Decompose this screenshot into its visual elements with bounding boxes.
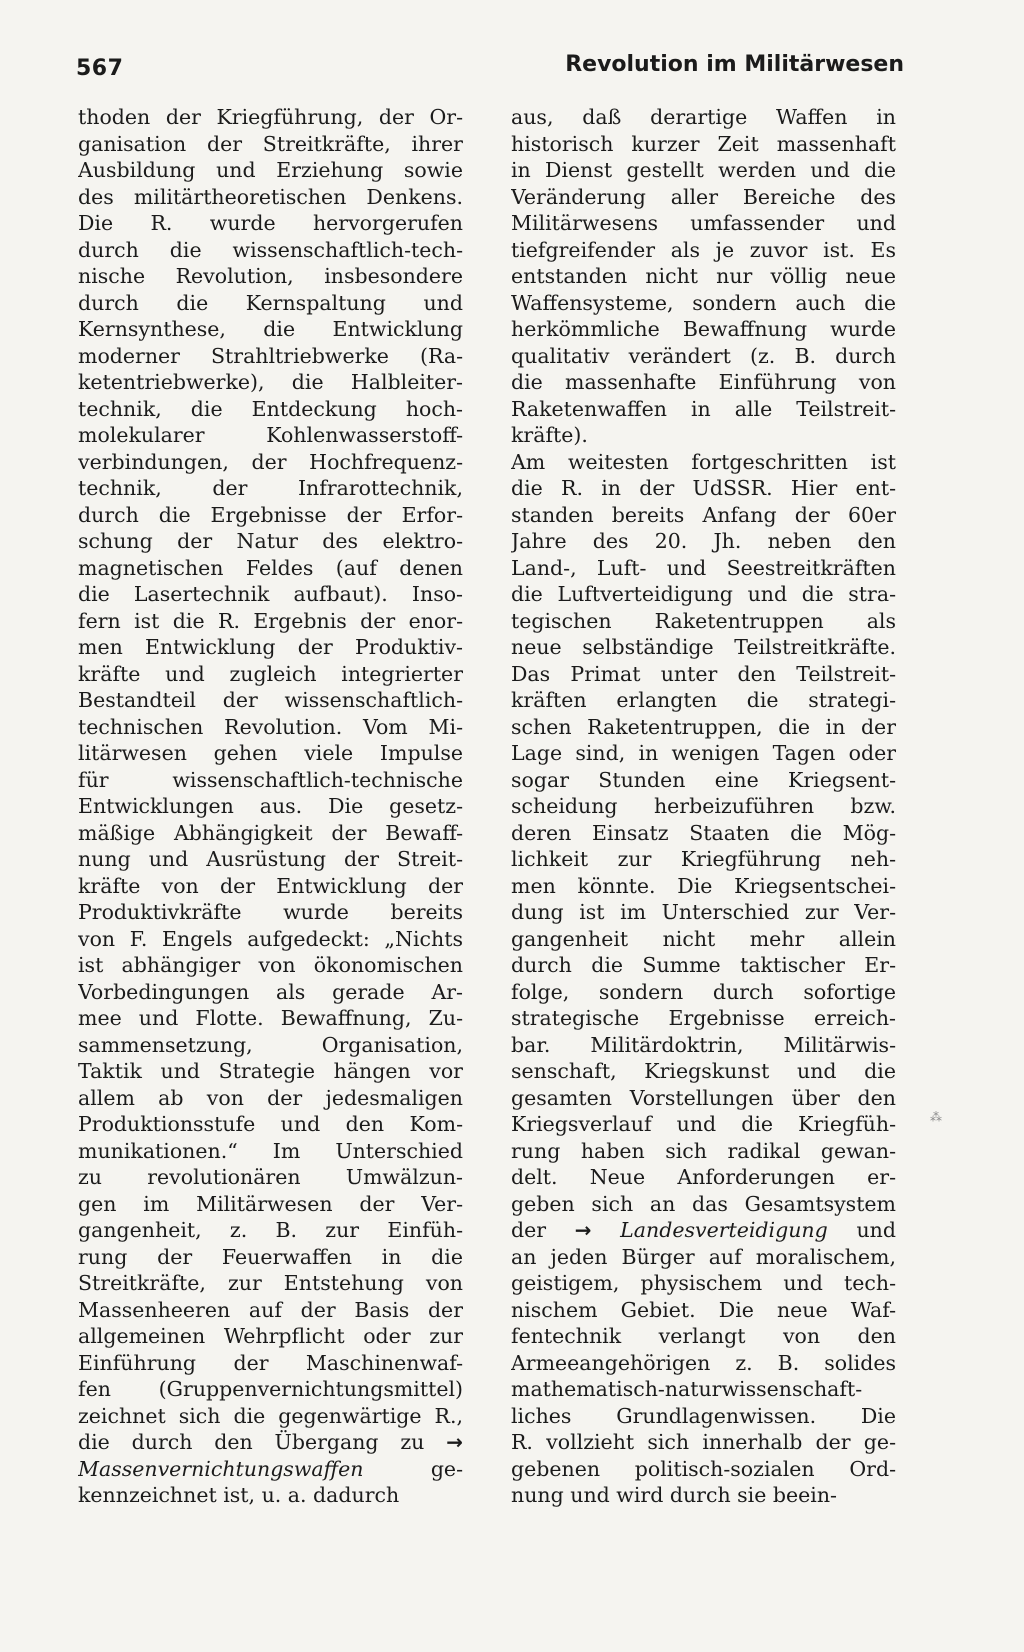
line-text: folge, sondern durch sofortige [511,979,896,1004]
text-line [78,687,463,714]
text-line [511,1191,896,1218]
text-line [78,528,463,555]
text-line [511,104,896,131]
line-text: gangenheit, z. B. zur Einfüh- [78,1218,463,1242]
line-text: an jeden Bürger auf moralischem, [511,1244,896,1269]
text-line [511,422,896,449]
line-text: fern ist die R. Ergebnis der enor- [78,608,463,633]
line-text: gen im Militärwesen der Ver- [78,1191,463,1216]
text-line [78,1244,463,1271]
text-line [511,369,896,396]
text-line [78,820,463,847]
line-text: thoden der Kriegführung, der Or- [78,105,463,129]
text-line [78,449,463,476]
line-text: men Entwicklung der Produktiv- [78,635,463,659]
page-number: 567 [76,56,124,81]
line-text: Veränderung aller Bereiche des [511,184,896,209]
line-text: Taktik und Strategie hängen vor [78,1059,463,1083]
text-line [78,1005,463,1032]
text-line [78,555,463,582]
line-text: und [856,1218,896,1242]
line-text: Kriegsverlauf und die Kriegfüh- [511,1112,896,1136]
line-text: kräfte und zugleich integrierter [78,661,463,686]
line-text: standen bereits Anfang der 60er [511,502,896,527]
text-line [511,1270,896,1297]
text-line [511,1164,896,1191]
cross-reference: Massenvernichtungswaffen [78,1456,364,1481]
line-text: ganisation der Streitkräfte, ihrer [78,131,463,156]
text-line [78,1297,463,1324]
text-line [511,1111,896,1138]
line-text: rung der Feuerwaffen in die [78,1244,463,1269]
arrow-icon: → [574,1218,592,1242]
line-text: kräften erlangten die strategi- [511,688,896,712]
text-line [511,184,896,211]
text-line [511,952,896,979]
line-text: allem ab von der jedesmaligen [78,1085,463,1110]
line-text: nung und Ausrüstung der Streit- [78,847,463,871]
line-text: die R. in der UdSSR. Hier ent- [511,476,896,500]
text-line [78,131,463,158]
text-line [511,1323,896,1350]
line-text: Am weitesten fortgeschritten ist [511,449,896,474]
line-text: qualitativ verändert (z. B. durch [511,343,896,368]
text-line [511,1032,896,1059]
line-text: die durch den Übergang zu [78,1430,425,1454]
text-line [78,369,463,396]
line-text: ketentriebwerke), die Halbleiter- [78,370,463,394]
line-text: tiefgreifender als je zuvor ist. Es [511,237,896,262]
text-line [78,343,463,370]
line-text: senschaft, Kriegskunst und die [511,1059,896,1083]
line-text: nung und wird durch sie beein- [511,1483,837,1507]
line-text: munikationen.“ Im Unterschied [78,1138,463,1163]
text-line [511,714,896,741]
text-line [511,449,896,476]
text-line [78,1270,463,1297]
text-line [511,634,896,661]
line-text: neue selbständige Teilstreitkräfte. [511,635,896,659]
line-text: durch die Ergebnisse der Erfor- [78,502,463,527]
text-line [511,608,896,635]
text-line [511,767,896,794]
line-text: delt. Neue Anforderungen er- [511,1165,896,1189]
line-text: ist abhängiger von ökonomischen [78,953,463,977]
line-text: durch die Summe taktischer Er- [511,953,896,977]
text-line [511,502,896,529]
line-text: der [511,1218,547,1242]
line-text: bar. Militärdoktrin, Militärwis- [511,1032,896,1057]
text-line [511,687,896,714]
text-line [511,1350,896,1377]
text-line [511,210,896,237]
line-text: geistigem, physischem und tech- [511,1271,896,1295]
line-text: gesamten Vorstellungen über den [511,1085,896,1110]
line-text: in Dienst gestellt werden und die [511,158,896,182]
line-text: Lage sind, in wenigen Tagen oder [511,741,896,765]
text-line [511,316,896,343]
text-line [78,740,463,767]
line-text: sogar Stunden eine Kriegsent- [511,767,896,792]
line-text: Produktivkräfte wurde bereits [78,900,463,924]
text-line [511,581,896,608]
line-text: lichkeit zur Kriegführung neh- [511,847,896,871]
text-line [78,873,463,900]
text-line [78,396,463,423]
line-text: gebenen politisch-sozialen Ord- [511,1456,896,1481]
text-line [78,1403,463,1430]
line-text: herkömmliche Bewaffnung wurde [511,317,896,341]
line-text: mee und Flotte. Bewaffnung, Zu- [78,1006,463,1030]
line-text: nischem Gebiet. Die neue Waf- [511,1297,896,1322]
line-text: Bestandteil der wissenschaftlich- [78,688,463,712]
text-line [78,210,463,237]
text-line [78,422,463,449]
line-text: tegischen Raketentruppen als [511,608,896,633]
text-line [78,263,463,290]
line-text: Streitkräfte, zur Entstehung von [78,1271,463,1295]
line-text: Das Primat unter den Teilstreit- [511,661,896,686]
text-line [511,1482,896,1509]
text-line [511,661,896,688]
line-text: Kernsynthese, die Entwicklung [78,317,463,341]
text-line [511,1244,896,1271]
text-line [78,1482,463,1509]
cross-reference: Landesverteidigung [620,1218,828,1242]
line-text: historisch kurzer Zeit massenhaft [511,131,896,156]
text-line [511,528,896,555]
line-text: mathematisch-naturwissenschaft- [511,1377,863,1401]
line-text: durch die wissenschaftlich-tech- [78,237,463,262]
line-text: kräfte von der Entwicklung der [78,873,463,898]
text-line [511,1403,896,1430]
text-line [78,979,463,1006]
right-column [511,104,896,1509]
line-text: technischen Revolution. Vom Mi- [78,714,463,739]
text-line [78,475,463,502]
text-line [511,1429,896,1456]
left-column [78,104,463,1509]
text-line [511,1297,896,1324]
text-line [78,1085,463,1112]
line-text: durch die Kernspaltung und [78,290,463,315]
line-text: strategische Ergebnisse erreich- [511,1006,896,1030]
text-line [78,1376,463,1403]
line-text: zeichnet sich die gegenwärtige R., [78,1403,463,1428]
text-line [78,1138,463,1165]
text-line [78,1323,463,1350]
line-text: schung der Natur des elektro- [78,529,463,553]
text-line [78,846,463,873]
text-line [511,157,896,184]
line-text: ge- [430,1456,463,1481]
text-line [78,1217,463,1244]
line-text: Armeeangehörigen z. B. solides [511,1350,896,1375]
line-text: scheidung herbeizuführen bzw. [511,794,896,818]
text-line [511,740,896,767]
line-text: molekularer Kohlenwasserstoff- [78,423,463,447]
text-line [511,979,896,1006]
line-text: technik, die Entdeckung hoch- [78,396,463,421]
line-text: Raketenwaffen in alle Teilstreit- [511,396,896,421]
text-line [511,793,896,820]
line-text: dung ist im Unterschied zur Ver- [511,900,896,924]
line-text: kennzeichnet ist, u. a. dadurch [78,1483,400,1507]
text-line [78,1456,463,1483]
text-line [78,608,463,635]
text-line [511,926,896,953]
text-line [78,634,463,661]
text-line [511,873,896,900]
line-text: zu revolutionären Umwälzun- [78,1165,463,1189]
line-text: die massenhafte Einführung von [511,370,896,394]
text-line [78,157,463,184]
text-line [78,1429,463,1456]
line-text: Die R. wurde hervorgerufen [78,211,463,235]
line-text: Waffensysteme, sondern auch die [511,290,896,315]
line-text: für wissenschaftlich-technische [78,767,463,792]
text-line [78,237,463,264]
text-line [78,104,463,131]
line-text: moderner Strahltriebwerke (Ra- [78,343,463,368]
line-text: geben sich an das Gesamtsystem [511,1191,896,1216]
text-line [511,475,896,502]
line-text: magnetischen Feldes (auf denen [78,555,463,580]
text-line [78,1350,463,1377]
text-line [78,184,463,211]
text-line [511,1456,896,1483]
text-line [511,555,896,582]
text-line [511,1217,896,1244]
line-text: fen (Gruppenvernichtungsmittel) [78,1377,463,1401]
line-text: fentechnik verlangt von den [511,1324,896,1348]
line-text: aus, daß derartige Waffen in [511,105,896,129]
line-text: allgemeinen Wehrpflicht oder zur [78,1324,463,1348]
text-line [78,316,463,343]
line-text: liches Grundlagenwissen. Die [511,1403,896,1428]
text-line [511,899,896,926]
text-line [78,952,463,979]
line-text: Militärwesens umfassender und [511,211,896,235]
text-line [511,290,896,317]
text-line [511,1058,896,1085]
line-text: Jahre des 20. Jh. neben den [511,529,896,553]
line-text: von F. Engels aufgedeckt: „Nichts [78,926,463,951]
line-text: nische Revolution, insbesondere [78,264,463,288]
text-line [78,1164,463,1191]
text-line [78,661,463,688]
line-text: gangenheit nicht mehr allein [511,926,896,951]
text-line [511,237,896,264]
text-line [511,846,896,873]
line-text: Einführung der Maschinenwaf- [78,1350,463,1375]
text-line [511,396,896,423]
line-text: verbindungen, der Hochfrequenz- [78,449,463,474]
line-text: Vorbedingungen als gerade Ar- [78,979,463,1004]
line-text: kräfte). [511,423,588,447]
text-line [78,767,463,794]
text-line [78,502,463,529]
text-line [78,899,463,926]
line-text: die Lasertechnik aufbaut). Inso- [78,582,463,606]
line-text: R. vollzieht sich innerhalb der ge- [511,1430,896,1454]
line-text: deren Einsatz Staaten die Mög- [511,820,896,845]
text-line [78,1111,463,1138]
running-head: Revolution im Militärwesen [565,52,904,77]
line-text: Land-, Luft- und Seestreitkräften [511,555,896,580]
text-line [78,926,463,953]
text-line [78,714,463,741]
text-line [511,1376,896,1403]
line-text: Massenheeren auf der Basis der [78,1297,463,1322]
line-text: litärwesen gehen viele Impulse [78,741,463,765]
line-text: die Luftverteidigung und die stra- [511,582,896,606]
line-text: entstanden nicht nur völlig neue [511,264,896,288]
text-line [511,343,896,370]
text-line [511,131,896,158]
text-line [511,1085,896,1112]
line-text: Ausbildung und Erziehung sowie [78,158,463,182]
text-line [78,581,463,608]
line-text: Entwicklungen aus. Die gesetz- [78,794,463,818]
text-line [511,1138,896,1165]
line-text: des militärtheoretischen Denkens. [78,184,463,209]
text-line [78,290,463,317]
text-line [511,820,896,847]
text-line [78,1032,463,1059]
line-text: mäßige Abhängigkeit der Bewaff- [78,820,463,845]
text-line [511,263,896,290]
text-line [78,1058,463,1085]
arrow-icon: → [446,1430,463,1454]
line-text: technik, der Infrarottechnik, [78,476,463,500]
line-text: sammensetzung, Organisation, [78,1032,463,1057]
text-line [78,1191,463,1218]
line-text: men könnte. Die Kriegsentschei- [511,873,896,898]
line-text: schen Raketentruppen, die in der [511,714,896,739]
text-line [511,1005,896,1032]
line-text: rung haben sich radikal gewan- [511,1138,896,1163]
line-text: Produktionsstufe und den Kom- [78,1112,463,1136]
text-line [78,793,463,820]
margin-mark: ⁂ [930,1110,942,1124]
